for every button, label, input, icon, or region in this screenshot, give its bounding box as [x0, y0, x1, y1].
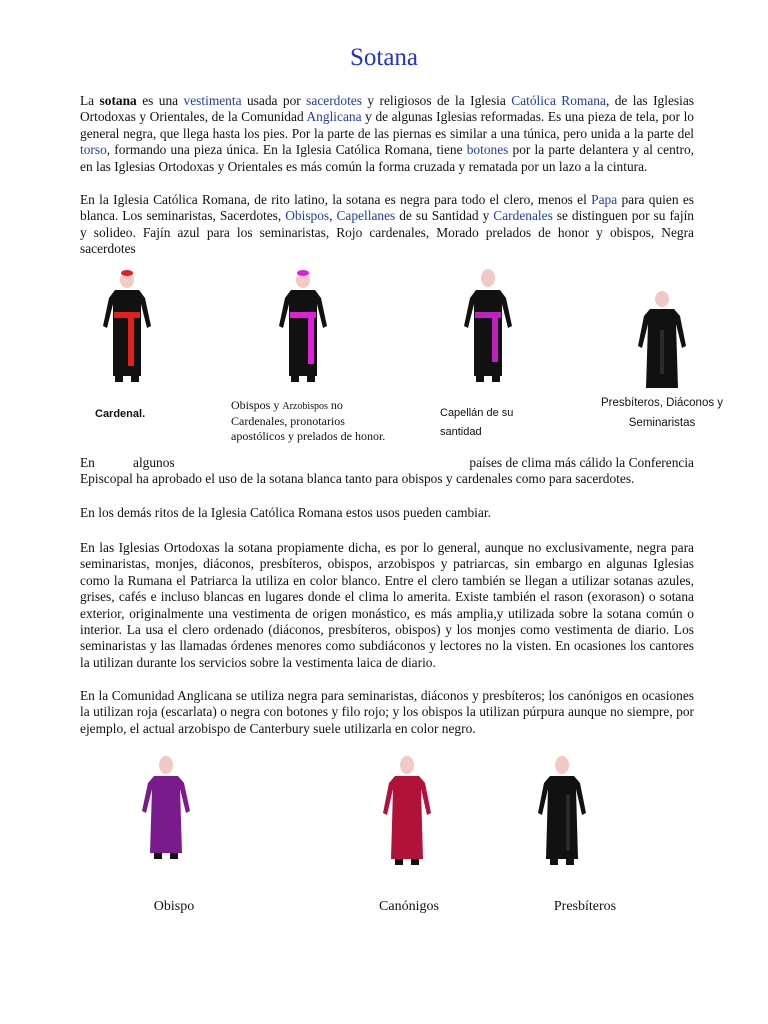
text: de su Santidad y — [395, 208, 494, 224]
link-vestimenta[interactable]: vestimenta — [183, 93, 242, 108]
link-capellanes[interactable]: Capellanes — [336, 208, 396, 224]
text: Obispos y — [231, 398, 283, 412]
text: algunos — [133, 455, 175, 470]
paragraph-other-rites: En los demás ritos de la Iglesia Católica Romana estos usos pueden cambiar. — [80, 505, 491, 520]
first-line — [80, 455, 694, 471]
caption-obispos — [231, 398, 396, 444]
canon-figure — [377, 755, 437, 870]
text: , de las Iglesias Ortodoxas y Orientales, de la Comunidad — [80, 93, 694, 125]
text: no Cardenales, pronotarios apostólicos y prelados de honor. — [231, 398, 386, 443]
bold-term: sotana — [99, 93, 137, 108]
link-cardenales[interactable]: Cardenales — [493, 208, 553, 224]
link-torso[interactable]: torso — [80, 142, 107, 158]
caption-obispo: Obispo — [153, 899, 195, 914]
caption-presbiteros-bottom: Presbíteros — [553, 899, 617, 914]
anglican-priest-figure — [532, 755, 592, 870]
text: para quien es blanca. Los seminaristas, Sacerdotes, — [80, 192, 694, 224]
text: Arzobispos — [282, 401, 328, 412]
link-anglicana[interactable]: Anglicana — [306, 109, 362, 125]
link-obispos[interactable]: Obispos — [285, 208, 330, 224]
text: usada por — [241, 93, 307, 108]
cardinal-figure — [95, 268, 159, 388]
link-catolica-romana[interactable]: Católica Romana — [511, 93, 606, 108]
text: , formando una pieza única. En la Iglesia Católica Romana, tiene — [106, 142, 467, 158]
priest-figure — [630, 290, 694, 390]
text: Episcopal ha aprobado el uso de la sotana blanca tanto para obispos y cardenales como para sacerdotes. — [80, 471, 635, 487]
caption-canonigos: Canónigos — [379, 899, 439, 914]
text: por la parte delantera y al centro, en las Iglesias Ortodoxas y Orientales es más común la forma cruzada y rematada por un lazo a la cintura. — [80, 142, 694, 174]
link-papa[interactable]: Papa — [591, 192, 618, 207]
page-title: Sotana — [349, 44, 419, 71]
bishop-figure — [271, 268, 335, 388]
text: En — [80, 455, 95, 470]
caption-cardenal: Cardenal. — [95, 408, 146, 420]
paragraph-intro — [80, 93, 694, 175]
text: La — [80, 93, 100, 108]
anglican-bishop-figure — [136, 755, 196, 865]
text: y religiosos de la Iglesia — [361, 93, 512, 108]
text: es una — [136, 93, 184, 108]
paragraph-warm-climates — [80, 455, 694, 488]
text: y de algunas Iglesias reformadas. Es una pieza de tela, por lo general negra, que llega hasta los pies. Por la parte de las piernas es similar a una túnica, pero unida a la parte del — [80, 109, 695, 141]
link-sacerdotes[interactable]: sacerdotes — [306, 93, 362, 108]
text: , — [329, 208, 337, 224]
caption-presbiteros-top: Presbíteros, Diáconos y Seminaristas — [600, 397, 724, 429]
text: En la Iglesia Católica Romana, de rito latino, la sotana es negra para todo el clero, menos el — [80, 192, 592, 207]
text: se distinguen por su fajín y solideo. Fajín azul para los seminaristas, Rojo cardenales, Morado prelados de honor y obispos, Negra sacerdotes — [80, 208, 694, 257]
caption-capellan: Capellán de su santidad — [440, 407, 514, 438]
text: países de clima más cálido la Conferencia — [469, 455, 694, 470]
link-botones[interactable]: botones — [466, 142, 509, 158]
paragraph-orthodox: En las Iglesias Ortodoxas la sotana propiamente dicha, es por lo general, aunque no exclusivamente, negra para seminaristas, monjes, diáconos, presbíteros, obispos, arzobispos y patriarcas, sin embargo en algunas Iglesias como la Rumana el Patriarca la utiliza en color blanco. Entre el clero también se llegan a utilizar sotanas azules, grises, cafés e incluso blancas en lugares donde el clima lo amerita. Existe también el rason (exorason) o sotana exterior, originalmente una vestimenta de origen monástico, es más amplia,y utilizada sobre la sotana común o interior. La usa el clero ordenado (diáconos, presbíteros, obispos) y los monjes como vestimenta de diario. Los seminaristas y las llamadas órdenes menores como subdiáconos y lectores no la visten. En ocasiones los cantores la utilizan durante los servicios sobre la vestimenta laica de diario. — [80, 540, 694, 670]
paragraph-roman-rite — [80, 192, 694, 258]
paragraph-anglican: En la Comunidad Anglicana se utiliza negra para seminaristas, diáconos y presbíteros; los canónigos en ocasiones la utilizan roja (escarlata) o negra con botones y filo rojo; y los obispos la utilizan púrpura aunque no siempre, por ejemplo, el actual arzobispo de Canterbury suele utilizarla en color negro. — [80, 688, 694, 736]
chaplain-figure — [456, 268, 520, 388]
